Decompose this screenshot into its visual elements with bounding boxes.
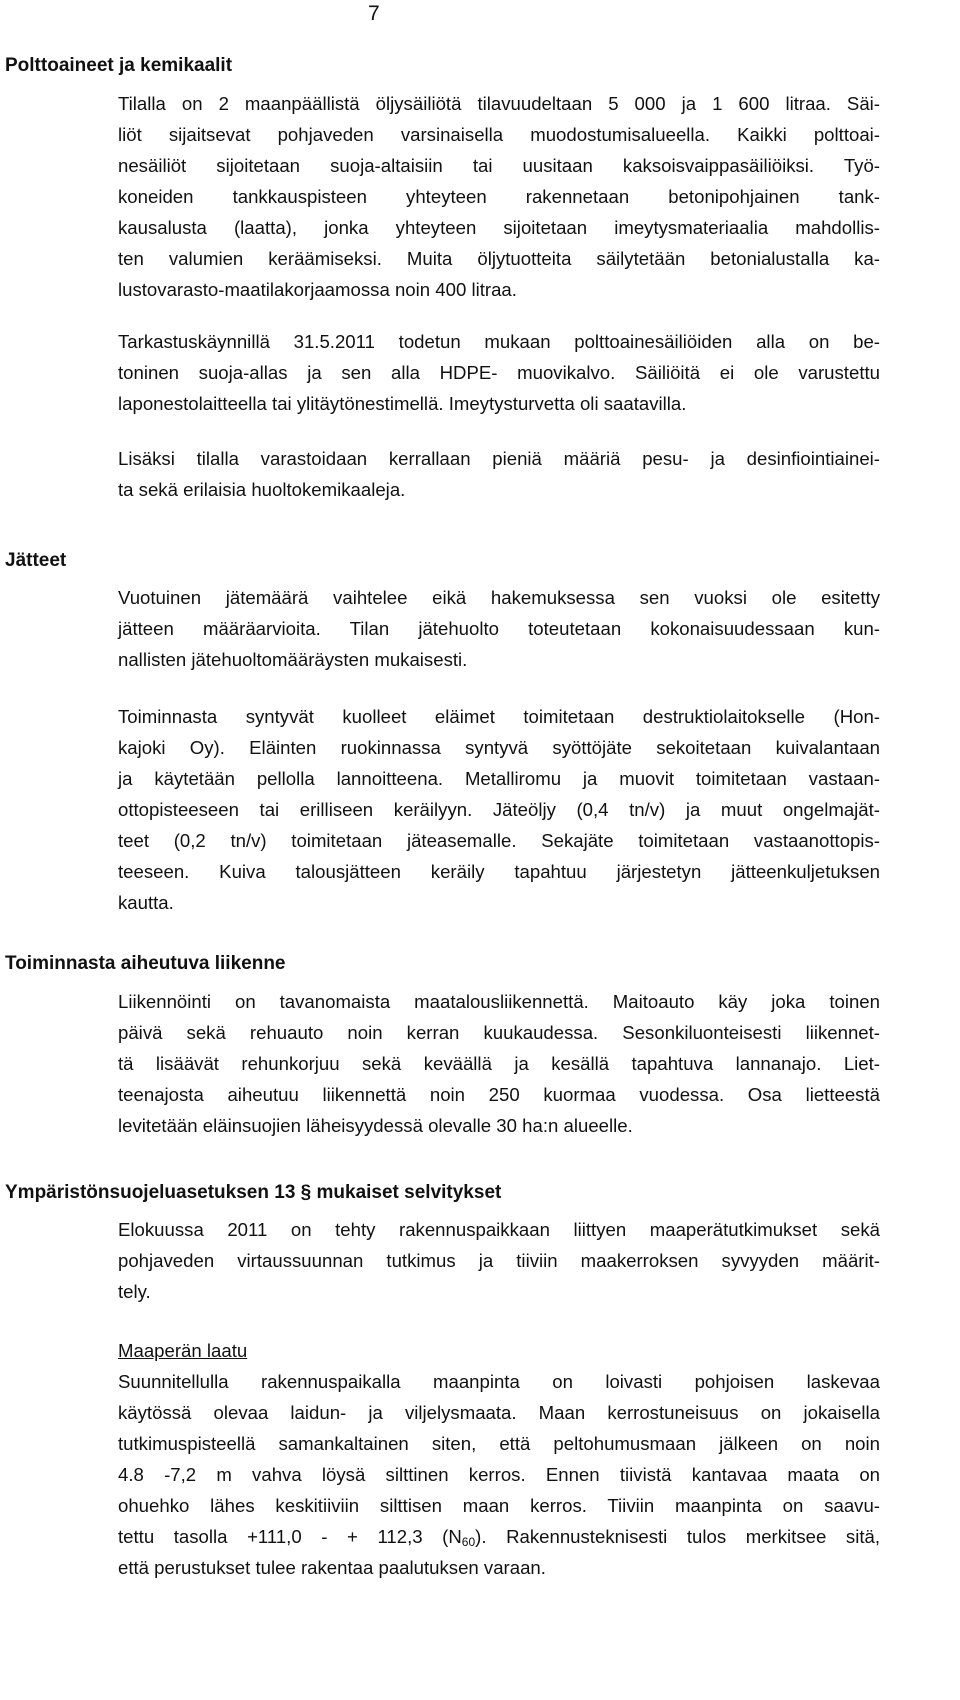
text-line: tutkimuspisteellä samankaltainen siten, että peltohumusmaan jälkeen on noin: [118, 1433, 880, 1454]
text-line: ottopisteeseen tai erilliseen keräilyyn. Jäteöljy (0,4 tn/v) ja muut ongelmajät-: [118, 799, 880, 820]
waste-paragraph-1: [118, 582, 880, 675]
fuels-paragraph-2: [118, 326, 880, 419]
text-line: levitetään eläinsuojien läheisyydessä olevalle 30 ha:n alueelle.: [118, 1115, 633, 1136]
text-line: ten valumien keräämiseksi. Muita öljytuotteita säilytetään betonialustalla ka-: [118, 248, 880, 269]
text-line: kautta.: [118, 892, 174, 913]
text-line: lustovarasto-maatilakorjaamossa noin 400 litraa.: [118, 279, 517, 300]
soil-quality-label: [118, 1335, 880, 1366]
text-line: tely.: [118, 1281, 151, 1302]
text-segment: ). Rakennusteknisesti tulos merkitsee sitä,: [475, 1526, 880, 1547]
waste-paragraph-2: [118, 701, 880, 918]
traffic-paragraph-1: [118, 986, 880, 1141]
text-line: ja käytetään pellolla lannoitteena. Metalliromu ja muovit toimitetaan vastaan-: [118, 768, 880, 789]
text-line: koneiden tankkauspisteen yhteyteen rakennetaan betonipohjainen tank-: [118, 186, 880, 207]
text-line: 4.8 -7,2 m vahva löysä silttinen kerros. Ennen tiivistä kantavaa maata on: [118, 1464, 880, 1485]
fuels-paragraph-1: [118, 88, 880, 305]
text-line: ta sekä erilaisia huoltokemikaaleja.: [118, 479, 406, 500]
text-line: kajoki Oy). Eläinten ruokinnassa syntyvä syöttöjäte sekoitetaan kuivalantaan: [118, 737, 880, 758]
text-line: kausalusta (laatta), jonka yhteyteen sijoitetaan imeytysmateriaalia mahdollis-: [118, 217, 880, 238]
text-line: Vuotuinen jätemäärä vaihtelee eikä hakemuksessa sen vuoksi ole esitetty: [118, 587, 880, 608]
text-line: nallisten jätehuoltomääräysten mukaisesti.: [118, 649, 468, 670]
text-line: ohuehko lähes keskitiiviin silttisen maan kerros. Tiiviin maanpinta on saavu-: [118, 1495, 880, 1516]
text-line: Elokuussa 2011 on tehty rakennuspaikkaan liittyen maaperätutkimukset sekä: [118, 1219, 880, 1240]
text-line-with-subscript: [118, 1521, 880, 1552]
heading-fuels: Polttoaineet ja kemikaalit: [5, 55, 233, 76]
text-line: Suunnitellulla rakennuspaikalla maanpinta on loivasti pohjoisen laskevaa: [118, 1371, 880, 1392]
text-line: nesäiliöt sijoitetaan suoja-altaisiin tai uusitaan kaksoisvaippasäiliöiksi. Työ-: [118, 155, 880, 176]
text-line: liöt sijaitsevat pohjaveden varsinaisella muodostumisalueella. Kaikki polttoai-: [118, 124, 880, 145]
fuels-paragraph-3: [118, 443, 880, 505]
text-line: päivä sekä rehuauto noin kerran kuukaudessa. Sesonkiluonteisesti liikennet-: [118, 1022, 880, 1043]
text-line: teet (0,2 tn/v) toimitetaan jäteasemalle. Sekajäte toimitetaan vastaanottopis-: [118, 830, 880, 851]
text-line: että perustukset tulee rakentaa paalutuksen varaan.: [118, 1557, 546, 1578]
text-line: tä lisäävät rehunkorjuu sekä keväällä ja kesällä tapahtuva lannanajo. Liet-: [118, 1053, 880, 1074]
heading-waste: Jätteet: [5, 550, 67, 571]
text-line: pohjaveden virtaussuunnan tutkimus ja tiiviin maakerroksen syvyyden määrit-: [118, 1250, 880, 1271]
page-number: 7: [368, 2, 380, 25]
heading-regulation: Ympäristönsuojeluasetuksen 13 § mukaiset selvitykset: [5, 1182, 502, 1203]
text-line: Toiminnasta syntyvät kuolleet eläimet toimitetaan destruktiolaitokselle (Hon-: [118, 706, 880, 727]
text-line: toninen suoja-allas ja sen alla HDPE- muovikalvo. Säiliöitä ei ole varustettu: [118, 362, 880, 383]
text-line: Liikennöinti on tavanomaista maatalousliikennettä. Maitoauto käy joka toinen: [118, 991, 880, 1012]
text-line: teeseen. Kuiva talousjätteen keräily tapahtuu järjestetyn jätteenkuljetuksen: [118, 861, 880, 882]
regulation-paragraph-1: [118, 1214, 880, 1307]
text-line: käytössä olevaa laidun- ja viljelysmaata. Maan kerrostuneisuus on jokaisella: [118, 1402, 880, 1423]
text-line: teenajosta aiheutuu liikennettä noin 250 kuormaa vuodessa. Osa lietteestä: [118, 1084, 880, 1105]
text-line: laponestolaitteella tai ylitäytönestimellä. Imeytysturvetta oli saatavilla.: [118, 393, 687, 414]
text-line: Tilalla on 2 maanpäällistä öljysäiliötä tilavuudeltaan 5 000 ja 1 600 litraa. Säi-: [118, 93, 880, 114]
regulation-paragraph-2: [118, 1335, 880, 1583]
heading-traffic: Toiminnasta aiheutuva liikenne: [5, 953, 286, 974]
text-line: Lisäksi tilalla varastoidaan kerrallaan pieniä määriä pesu- ja desinfiointiainei-: [118, 448, 880, 469]
soil-quality-label-text: Maaperän laatu: [118, 1340, 248, 1361]
text-line: jätteen määräarvioita. Tilan jätehuolto toteutetaan kokonaisuudessaan kun-: [118, 618, 880, 639]
text-line: Tarkastuskäynnillä 31.5.2011 todetun mukaan polttoainesäiliöiden alla on be-: [118, 331, 880, 352]
text-segment: tettu tasolla +111,0 - + 112,3 (N: [118, 1526, 462, 1547]
subscript: 60: [461, 1535, 476, 1549]
